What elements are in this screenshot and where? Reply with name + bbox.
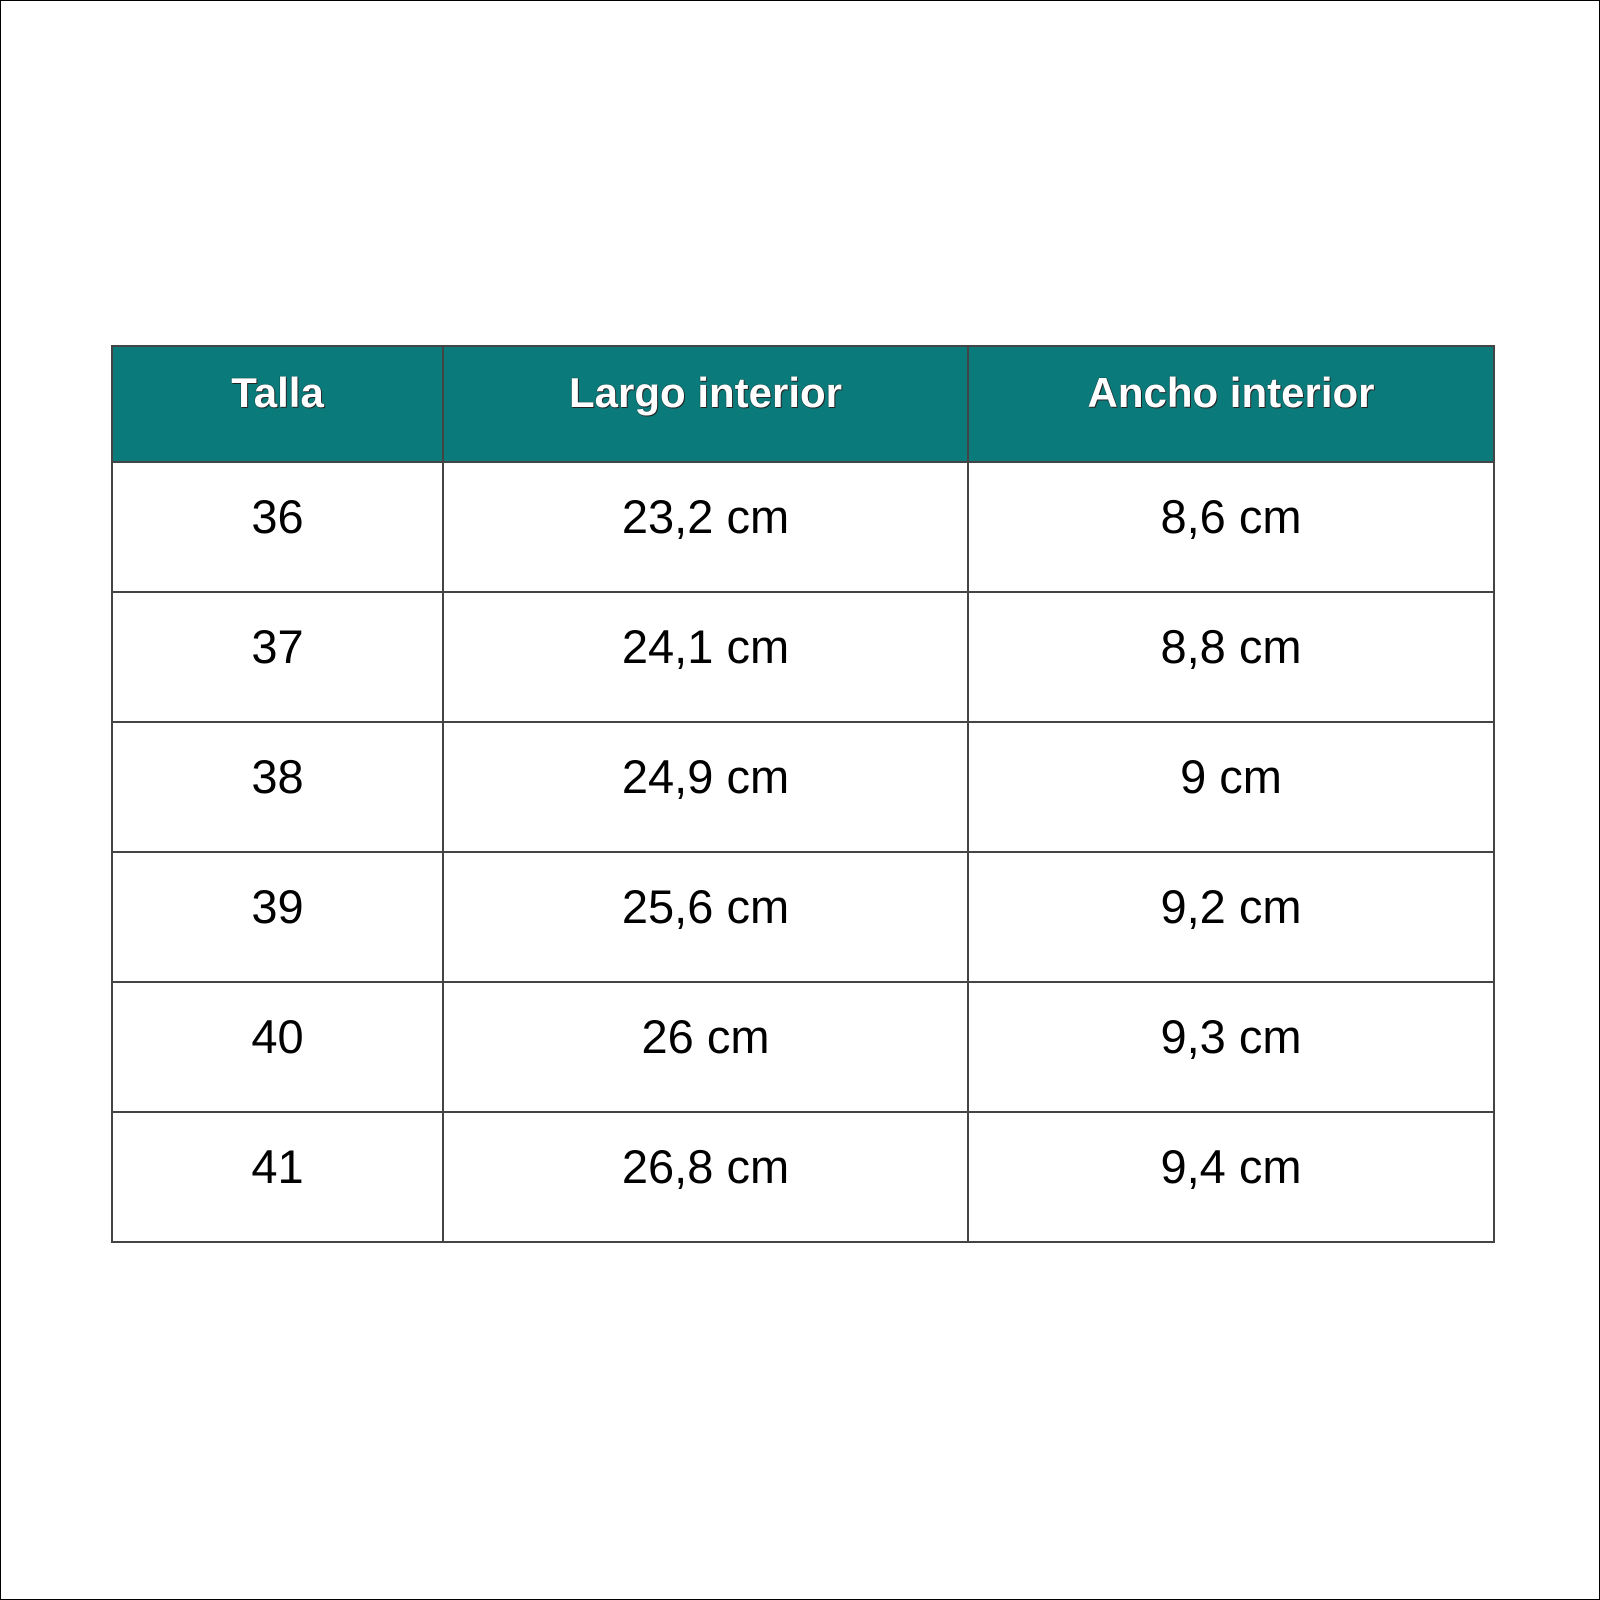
- cell-talla: 39: [112, 852, 443, 982]
- table-header-row: [112, 346, 1494, 462]
- cell-ancho: 9,4 cm: [968, 1112, 1494, 1242]
- table-row: [112, 852, 1494, 982]
- size-chart-table: [111, 345, 1495, 1243]
- cell-talla: 36: [112, 462, 443, 592]
- cell-largo: 24,9 cm: [443, 722, 968, 852]
- cell-largo: 23,2 cm: [443, 462, 968, 592]
- table-row: [112, 1112, 1494, 1242]
- table-row: [112, 982, 1494, 1112]
- cell-ancho: 8,6 cm: [968, 462, 1494, 592]
- header-talla: Talla: [112, 346, 443, 462]
- header-largo-interior: Largo interior: [443, 346, 968, 462]
- cell-largo: 24,1 cm: [443, 592, 968, 722]
- header-ancho-interior: Ancho interior: [968, 346, 1494, 462]
- cell-largo: 26 cm: [443, 982, 968, 1112]
- cell-largo: 25,6 cm: [443, 852, 968, 982]
- cell-talla: 41: [112, 1112, 443, 1242]
- cell-largo: 26,8 cm: [443, 1112, 968, 1242]
- cell-ancho: 9,2 cm: [968, 852, 1494, 982]
- table-row: [112, 462, 1494, 592]
- cell-ancho: 9 cm: [968, 722, 1494, 852]
- cell-ancho: 8,8 cm: [968, 592, 1494, 722]
- cell-talla: 40: [112, 982, 443, 1112]
- cell-ancho: 9,3 cm: [968, 982, 1494, 1112]
- cell-talla: 37: [112, 592, 443, 722]
- cell-talla: 38: [112, 722, 443, 852]
- table-row: [112, 722, 1494, 852]
- table-row: [112, 592, 1494, 722]
